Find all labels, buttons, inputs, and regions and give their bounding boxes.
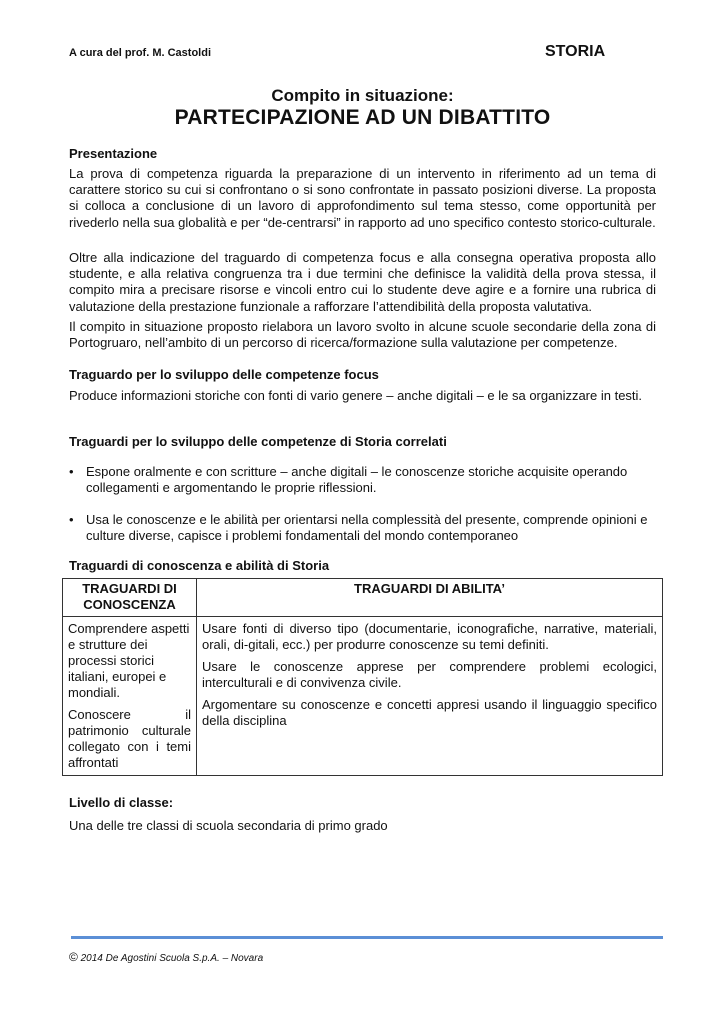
correlati-item-text: Usa le conoscenze e le abilità per orientarsi nella complessità del presente, comprende opinioni e culture diverse, capisce i problemi fondamentali del mondo contemporaneo	[86, 512, 648, 544]
presentazione-paragraph-3: Il compito in situazione proposto rielabora un lavoro svolto in alcune scuole secondarie della zona di Portogruaro, nell’ambito di un percorso di ricerca/formazione sulla valutazione per competenze.	[69, 319, 656, 351]
copyright-icon: ©	[69, 950, 78, 964]
conoscenza-item-1: Comprendere aspetti e strutture dei processi storici italiani, europei e mondiali.	[68, 621, 190, 700]
footer-rule	[71, 936, 663, 939]
livello-text: Una delle tre classi di scuola secondaria di primo grado	[69, 818, 388, 833]
bullet-icon: •	[69, 464, 74, 479]
abilita-item-1: Usare fonti di diverso tipo (documentarie, iconografiche, narrative, materiali, orali, di-gitali, ecc.) per produrre conoscenze su temi definiti.	[202, 621, 657, 652]
table-header-row	[63, 579, 663, 617]
abilita-item-3: Argomentare su conoscenze e concetti appresi usando il linguaggio specifico della disciplina	[202, 697, 657, 728]
table-row	[63, 617, 663, 776]
abilita-item-2: Usare le conoscenze apprese per comprendere problemi ecologici, interculturali e di convivenza civile.	[202, 659, 657, 690]
task-subtitle: Compito in situazione:	[271, 86, 454, 105]
correlati-item-1	[69, 464, 659, 496]
livello-heading: Livello di classe:	[69, 795, 174, 810]
col-header-abilita: TRAGUARDI DI ABILITA’	[197, 579, 663, 617]
presentazione-paragraph-1: La prova di competenza riguarda la preparazione di un intervento in riferimento ad un tema di carattere storico su cui si confrontano o si sono confrontate in passato posizioni diverse. La proposta si colloca a conclusione di un lavoro di approfondimento sul tema stesso, come opportunità per rivederlo nella sua globalità e per “de-centrarsi” in rapporto ad uno specifico contesto storico-culturale.	[69, 166, 656, 230]
correlati-item-2	[69, 512, 659, 544]
bullet-icon: •	[69, 512, 74, 527]
conoscenza-item-2: Conoscere il patrimonio culturale collegato con i temi affrontati	[68, 707, 191, 770]
focus-heading: Traguardo per lo sviluppo delle competenze focus	[69, 367, 379, 382]
table-heading: Traguardi di conoscenza e abilità di Storia	[69, 558, 330, 573]
conoscenza-cell	[63, 617, 197, 776]
focus-text: Produce informazioni storiche con fonti di vario genere – anche digitali – e le sa organizzare in testi.	[69, 388, 643, 403]
footer-text: 2014 De Agostini Scuola S.p.A. – Novara	[80, 953, 264, 964]
abilita-cell	[197, 617, 663, 776]
author-credit: A cura del prof. M. Castoldi	[69, 47, 211, 59]
col-header-conoscenza: TRAGUARDI DI CONOSCENZA	[63, 579, 197, 617]
correlati-heading: Traguardi per lo sviluppo delle competenze di Storia correlati	[69, 434, 447, 449]
correlati-item-text: Espone oralmente e con scritture – anche digitali – le conoscenze storiche acquisite operando collegamenti e argomentando le proprie riflessioni.	[86, 464, 628, 496]
presentazione-paragraph-2: Oltre alla indicazione del traguardo di competenza focus e alla consegna operativa proposta allo studente, e alla relativa congruenza tra i due termini che definisce la validità della prova stessa, il compito mira a precisare risorse e vincoli entro cui lo studente deve agire e a fornire una rubrica di valutazione della prestazione funzionale a rafforzare l’attendibilità della proposta valutativa.	[69, 250, 656, 314]
presentazione-heading: Presentazione	[69, 146, 158, 161]
traguardi-table	[62, 578, 663, 776]
subject-label: STORIA	[545, 43, 606, 60]
page-title: PARTECIPAZIONE AD UN DIBATTITO	[174, 106, 551, 129]
footer	[69, 950, 263, 964]
